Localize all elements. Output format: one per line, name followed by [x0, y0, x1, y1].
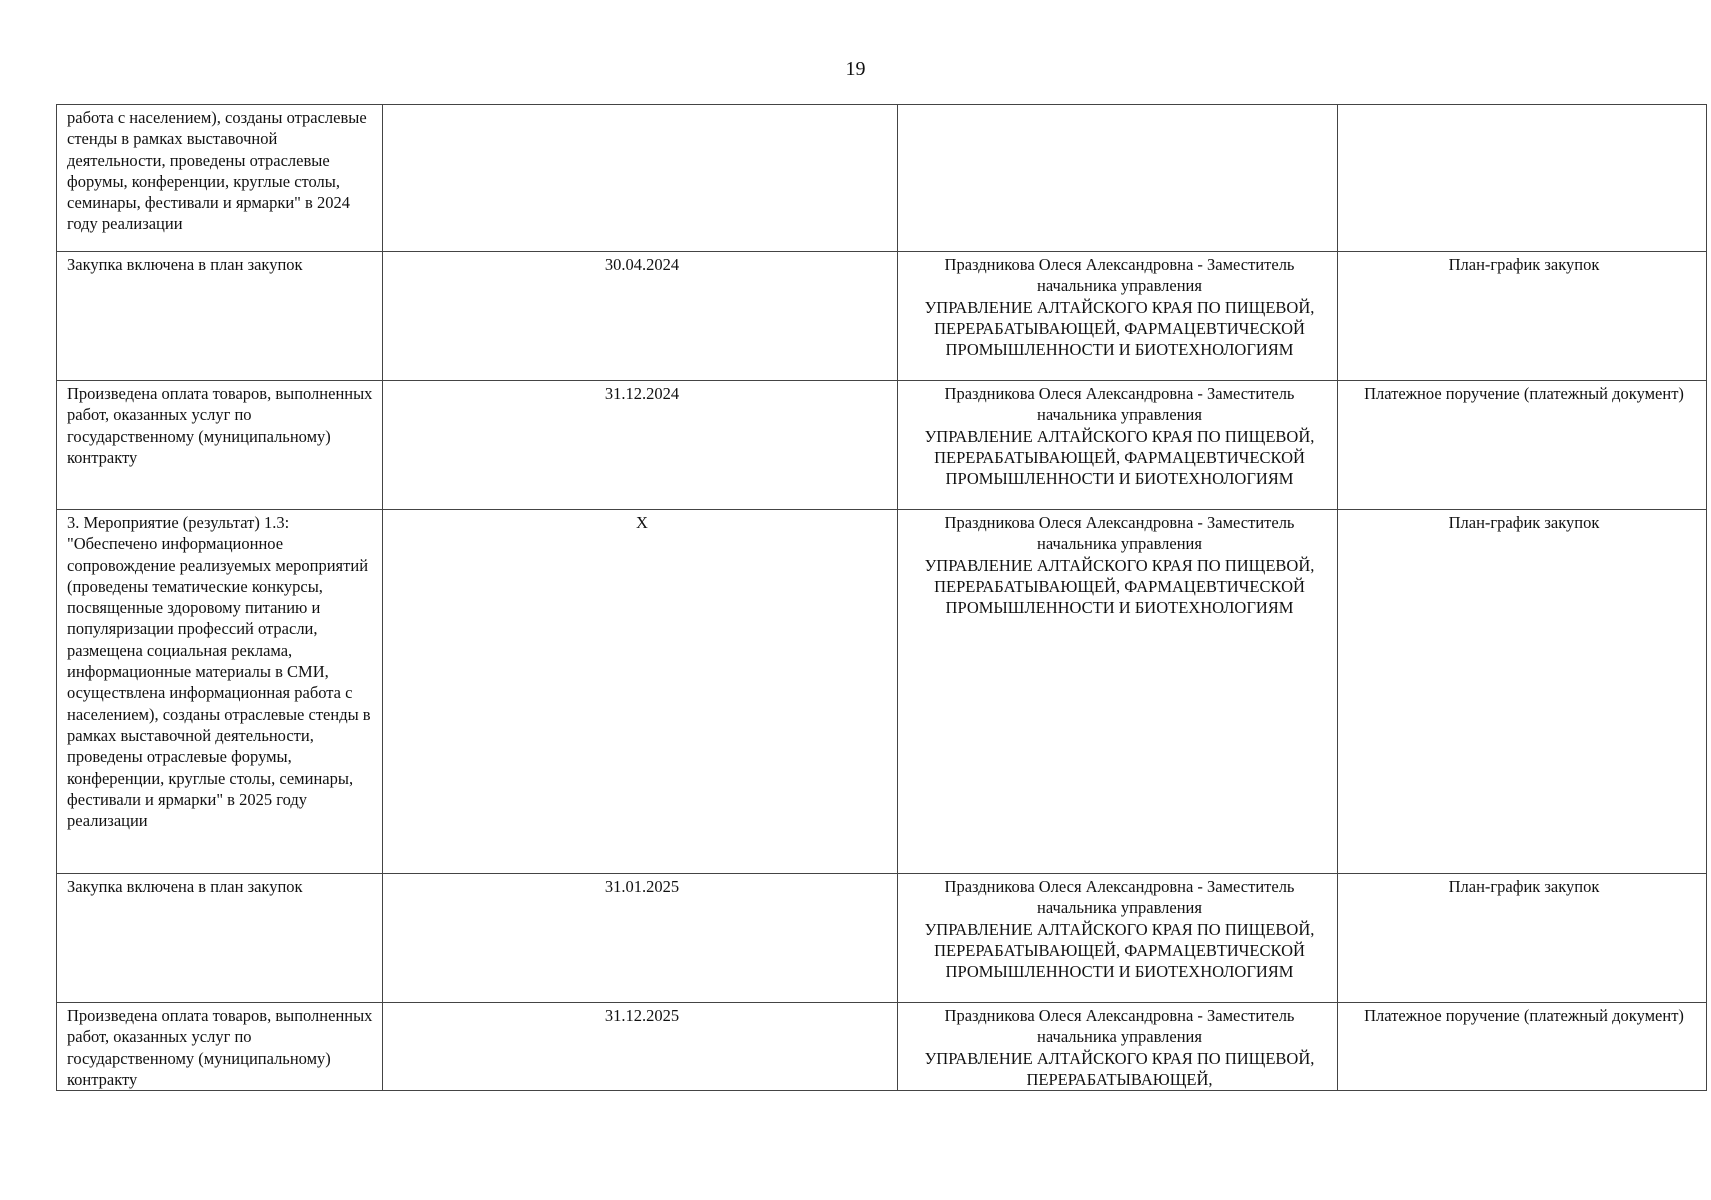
document-cell	[1338, 105, 1707, 252]
event-name-cell: 3. Мероприятие (результат) 1.3: "Обеспечено информационное сопровождение реализуемых мероприятий (проведены тематические конкурсы, посвященные здоровому питанию и популяризации профессий отрасли, размещена социальная реклама, информационные материалы в СМИ, осуществлена информационная работа с населением), созданы отраслевые стенды в рамках выставочной деятельности, проведены отраслевые форумы, конференции, круглые столы, семинары, фестивали и ярмарки" в 2025 году реализации	[57, 510, 383, 874]
event-name-cell: Произведена оплата товаров, выполненных работ, оказанных услуг по государственному (муниципальному) контракту	[57, 381, 383, 510]
event-name-cell: Произведена оплата товаров, выполненных работ, оказанных услуг по государственному (муниципальному) контракту	[57, 1003, 383, 1091]
schedule-table	[56, 104, 1707, 1091]
date-cell: 31.12.2025	[383, 1003, 898, 1091]
responsible-cell	[898, 105, 1338, 252]
date-cell: 31.01.2025	[383, 874, 898, 1003]
date-cell: 31.12.2024	[383, 381, 898, 510]
event-name-cell: Закупка включена в план закупок	[57, 874, 383, 1003]
table-row	[57, 252, 1707, 381]
responsible-org: УПРАВЛЕНИЕ АЛТАЙСКОГО КРАЯ ПО ПИЩЕВОЙ, ПЕРЕРАБАТЫВАЮЩЕЙ,	[924, 1048, 1315, 1089]
table-row	[57, 1003, 1707, 1091]
responsible-org: УПРАВЛЕНИЕ АЛТАЙСКОГО КРАЯ ПО ПИЩЕВОЙ, ПЕРЕРАБАТЫВАЮЩЕЙ, ФАРМАЦЕВТИЧЕСКОЙ ПРОМЫШЛЕННОСТИ И БИОТЕХНОЛОГИЯМ	[924, 555, 1315, 618]
responsible-cell	[898, 381, 1338, 510]
event-name-cell: работа с населением), созданы отраслевые стенды в рамках выставочной деятельности, проведены отраслевые форумы, конференции, круглые столы, семинары, фестивали и ярмарки" в 2024 году реализации	[57, 105, 383, 252]
responsible-org: УПРАВЛЕНИЕ АЛТАЙСКОГО КРАЯ ПО ПИЩЕВОЙ, ПЕРЕРАБАТЫВАЮЩЕЙ, ФАРМАЦЕВТИЧЕСКОЙ ПРОМЫШЛЕННОСТИ И БИОТЕХНОЛОГИЯМ	[924, 919, 1315, 982]
date-cell: 30.04.2024	[383, 252, 898, 381]
page-number: 19	[845, 58, 866, 80]
table-row	[57, 510, 1707, 874]
responsible-cell	[898, 1003, 1338, 1091]
table-row	[57, 874, 1707, 1003]
event-name-cell: Закупка включена в план закупок	[57, 252, 383, 381]
responsible-org: УПРАВЛЕНИЕ АЛТАЙСКОГО КРАЯ ПО ПИЩЕВОЙ, ПЕРЕРАБАТЫВАЮЩЕЙ, ФАРМАЦЕВТИЧЕСКОЙ ПРОМЫШЛЕННОСТИ И БИОТЕХНОЛОГИЯМ	[924, 426, 1315, 489]
document-cell: План-график закупок	[1338, 874, 1707, 1003]
date-cell: X	[383, 510, 898, 874]
responsible-person: Праздникова Олеся Александровна - Заместитель начальника управления	[944, 877, 1295, 918]
document-cell: Платежное поручение (платежный документ)	[1338, 381, 1707, 510]
responsible-person: Праздникова Олеся Александровна - Заместитель начальника управления	[944, 513, 1295, 554]
responsible-person: Праздникова Олеся Александровна - Заместитель начальника управления	[944, 384, 1295, 425]
responsible-cell	[898, 874, 1338, 1003]
table-row	[57, 105, 1707, 252]
responsible-cell	[898, 510, 1338, 874]
responsible-person: Праздникова Олеся Александровна - Заместитель начальника управления	[944, 1006, 1295, 1047]
responsible-person: Праздникова Олеся Александровна - Заместитель начальника управления	[944, 255, 1295, 296]
document-cell: План-график закупок	[1338, 252, 1707, 381]
document-cell: План-график закупок	[1338, 510, 1707, 874]
responsible-org: УПРАВЛЕНИЕ АЛТАЙСКОГО КРАЯ ПО ПИЩЕВОЙ, ПЕРЕРАБАТЫВАЮЩЕЙ, ФАРМАЦЕВТИЧЕСКОЙ ПРОМЫШЛЕННОСТИ И БИОТЕХНОЛОГИЯМ	[924, 297, 1315, 360]
table-row	[57, 381, 1707, 510]
document-cell: Платежное поручение (платежный документ)	[1338, 1003, 1707, 1091]
date-cell	[383, 105, 898, 252]
responsible-cell	[898, 252, 1338, 381]
